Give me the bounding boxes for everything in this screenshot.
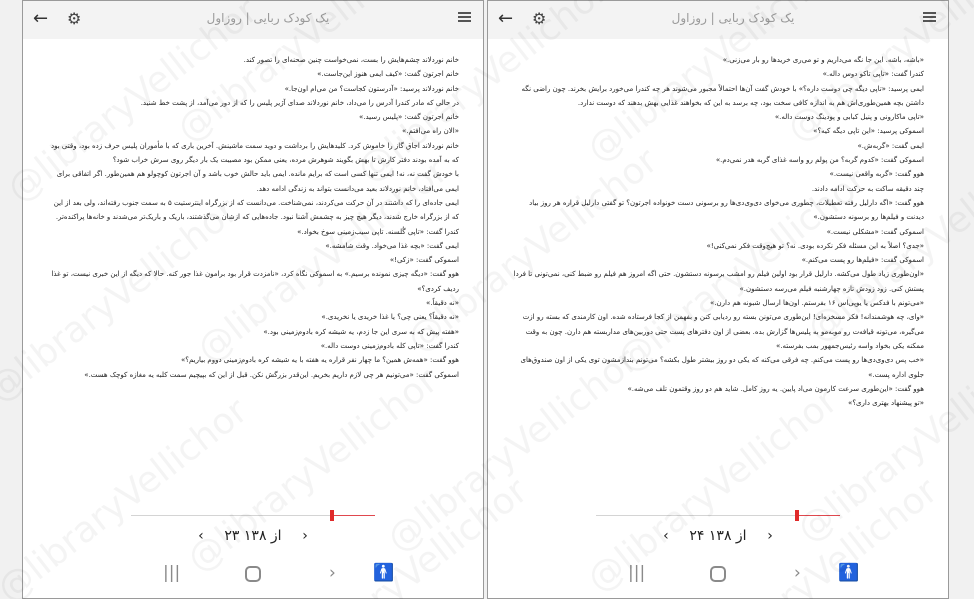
text-paragraph: اسموکی گفت: «فیلم‌ها رو پست می‌کنم.» [801,256,924,265]
system-navigation-bar [23,548,483,598]
text-paragraph: با خودش گفت نه، نه! ایمی تنها کسی است که برایم مانده. ایمی باید حالش خوب باشد و آن اجرتون کوچولو هم همین‌طور. اگر اتفاقی برای ایمی می‌افتاد، خانم نوردلاند بعید می‌دانست بتواند به زندگی ادامه دهد. [56,170,459,193]
text-paragraph: «باشه، باشه. این جا نگه می‌داریم و تو می‌ری خریدها رو بار می‌زنی.» [722,56,924,64]
text-paragraph: هوو گفت: «دیگه چیزی نمونده برسیم.» به اسموکی نگاه کرد، «نامزدت قرار بود برامون غذا جور کنه. حالا که دیگه از این خبری نیست، تو غذا ردیف کردی؟» [51,270,459,293]
text-paragraph: کندرا گفت: «تاپی گُلسنه. تاپی سیب‌زمینی سوخ بخواد.» [297,227,459,236]
text-paragraph: ایمی گفت: «بچه غذا می‌خواد. وقت شامشه.» [325,241,459,250]
text-paragraph: «می‌تونم با فدکس یا یوپی‌اس ۱۶ بفرستم. اون‌ها ارسال شبونه هم دارن.» [710,299,924,308]
text-paragraph: کندرا گفت: «تاپی کله بادوم‌زمینی دوست داله.» [320,341,459,350]
text-paragraph: هوو گفت: «همه‌ش همین؟ ما چهار نفر قراره یه هفته با یه شیشه کره بادوم‌زمینی دووم بیاریم؟» [180,356,459,365]
settings-gear-icon[interactable]: ⚙ [532,9,547,28]
top-toolbar [488,1,948,39]
back-icon[interactable]: › [329,563,336,583]
reader-page-left [22,0,484,599]
text-paragraph: «تاپی ماکارونی و پنیل کبابی و پودینگ دوست داله.» [774,113,924,122]
text-paragraph: «نه دقیقاً.» [426,299,459,308]
menu-icon[interactable] [923,12,936,22]
page-navigator [23,528,483,544]
page-text [47,53,459,491]
recent-apps-icon[interactable]: ||| [628,563,646,583]
next-page-button[interactable]: › [302,528,308,544]
text-paragraph: ایمی جاده‌ای را که داشتند در آن حرکت می‌کردند، نمی‌شناخت. می‌دانست که از بزرگراه اینترستیت ۵ به سمت جنوب رفته‌اند، ولی بعد از این که از بزرگراه خارج شدند، دیگر هیچ چیز به چشمش آشنا نبود. جاده‌هایی که ازشان می‌گذشتند، باریک و باریک‌تر می‌شدند و خانه‌ها پراکنده‌تر. [53,198,459,222]
text-paragraph: خانم نوردلاند اجاق گاز را خاموش کرد. کلیدهایش را برداشت و دوید سمت ماشینش. آخرین باری که با مأموران پلیس حرف زده بود، وقتی بود که به آمده بودند دفتر کارش تا بهش بگویند شوهرش مرده، یعنی ممکن بود مصیبت یک بار دیگر روی سرش خراب شود؟ [51,141,459,165]
reading-progress-slider[interactable] [131,510,375,522]
accessibility-icon[interactable]: 🚹 [373,563,395,583]
text-paragraph: «جدی؟ اصلاً به این مسئله فکر نکرده بودی. نه؟ تو هیچ‌وقت فکر نمی‌کنی!» [706,241,924,250]
text-paragraph: «تو پیشنهاد بهتری داری؟» [848,399,924,408]
text-paragraph: کندرا گفت: «تاپی تاکو دوس داله.» [822,70,924,79]
back-icon[interactable]: › [794,563,801,583]
progress-fill [799,515,840,516]
text-paragraph: اسموکی گفت: «می‌تونیم هر چی لازم داریم بخریم. این‌قدر بزرگش نکن. قبل از این که بپیچیم سمت کلبه یه مغازه کوچک هست.» [84,370,459,379]
text-paragraph: اسموکی گفت: «مشکلی نیست.» [826,227,924,236]
text-paragraph: خانم نوردلاند پرسید: «آدرستون کجاست؟ من می‌ام اون‌جا.» [284,84,459,93]
text-paragraph: هوو گفت: «این‌طوری سرعت کارمون می‌اد پایین. یه روز کامل. شاید هم دو روز وقتمون تلف می‌شه.» [627,384,924,393]
text-paragraph: خانم نوردلاند چشم‌هایش را بست، نمی‌خواست چنین صحنه‌ای را تصور کند. [243,56,459,64]
text-paragraph: اسموکی گفت: «زکی!» [389,256,459,265]
progress-thumb[interactable] [795,510,799,521]
text-paragraph: «الان راه می‌افتم.» [402,127,459,136]
page-navigator [488,528,948,544]
text-paragraph: ایمی گفت: «گربه‌ش.» [857,141,924,150]
page-text [512,53,924,491]
page-label: ۲۳ از ۱۳۸ [224,528,282,544]
reading-progress-slider[interactable] [596,510,840,522]
text-paragraph: در حالی که مادر کندرا آدرس را می‌داد، خانم نوردلاند صدای آژیر پلیس را که از دور می‌آمد، از پشت خط شنید. [140,98,459,107]
top-toolbar [23,1,483,39]
accessibility-icon[interactable]: 🚹 [838,563,860,583]
back-arrow-icon[interactable]: ← [498,8,514,29]
text-paragraph: خانم اجرتون گفت: «کیف ایمی هنوز این‌جاست.» [317,70,459,79]
text-paragraph: «خب پس دی‌وی‌دی‌ها رو پست می‌کنم. چه فرقی می‌کنه که یکی دو روز بیشتر طول بکشه؟ می‌تونم بندازمشون توی یکی از اون صندوق‌های جلوی اداره پست.» [520,356,924,379]
system-navigation-bar [488,548,948,598]
text-paragraph: اسموکی پرسید: «این تاپی دیگه کیه؟» [813,127,924,136]
text-paragraph: هوو گفت: «گربه واقعی نیست.» [829,170,924,179]
next-page-button[interactable]: › [767,528,773,544]
text-paragraph: «وای، چه هوشمندانه! فکر مسخره‌ای! این‌طوری می‌تونن بسته رو ردیابی کنن و بفهمن از کجا فرستاده شده. اون کارمندی که بسته رو ازت می‌گیره، می‌تونه قیافه‌ت رو موبه‌مو به پلیس‌ها گزارش بده. بعضی از اون دفترهای پست حتی دوربین‌های مداربسته هم دارن. چون به وقت ممکنه یکی بخواد واسه رئیس‌جمهور بمب بفرسته.» [522,313,924,350]
text-paragraph: ایمی پرسید: «تاپی دیگه چی دوست داره؟» با خودش گفت آن‌ها احتمالاً مجبور می‌شوند هر چه کندرا می‌خورد برایش بخرند. چون راضی نگه داشتن بچه همین‌طوری‌اش هم به اندازه کافی سخت بود، چه برسد به این که بخواهند غذایی بهش بدهند که دوست ندارد. [521,84,924,107]
text-paragraph: «هفته پیش که به سری این جا زدم، یه شیشه کره بادوم‌زمینی بود.» [263,327,459,336]
text-paragraph: خانم اجرتون گفت: «پلیس رسید.» [358,113,459,122]
progress-fill [334,515,375,516]
back-arrow-icon[interactable]: ← [33,8,49,29]
home-icon[interactable] [245,566,261,582]
previous-page-button[interactable]: ‹ [198,528,204,544]
recent-apps-icon[interactable]: ||| [163,563,181,583]
book-title: یک کودک ربایی | روزاول [206,11,330,25]
home-icon[interactable] [710,566,726,582]
settings-gear-icon[interactable]: ⚙ [67,9,82,28]
text-paragraph: «اون‌طوری زیاد طول می‌کشه. دارلیل قرار بود اولین فیلم رو امشب برسونه دستشون. حتی اگه امروز هم فیلم رو ضبط کنی، نمی‌تونی تا فردا پستش کنی. زود زودش تازه چهارشنبه فیلم می‌رسه دستشون.» [513,270,924,293]
book-title: یک کودک ربایی | روزاول [671,11,795,25]
text-paragraph: «نه دقیقاً؟ یعنی چی؟ یا غذا خریدی یا نخریدی.» [321,313,459,322]
progress-thumb[interactable] [330,510,334,521]
reader-page-right [487,0,949,599]
text-paragraph: اسموکی گفت: «کدوم گربه؟ من پولم رو واسه غذای گربه هدر نمی‌دم.» [715,156,924,165]
previous-page-button[interactable]: ‹ [663,528,669,544]
text-paragraph: هوو گفت: «اگه دارلیل رفته تعطیلات، چطوری می‌خوای دی‌وی‌دی‌ها رو برسونی دست خونواده اجرتون؟ تو گفتی دارلیل قراره هر روز بیاد دیدنت و فیلم‌ها رو برسونه دستشون.» [529,198,924,222]
page-label: ۲۴ از ۱۳۸ [689,528,747,544]
text-paragraph: چند دقیقه ساکت به حرکت ادامه دادند. [811,184,924,193]
menu-icon[interactable] [458,12,471,22]
